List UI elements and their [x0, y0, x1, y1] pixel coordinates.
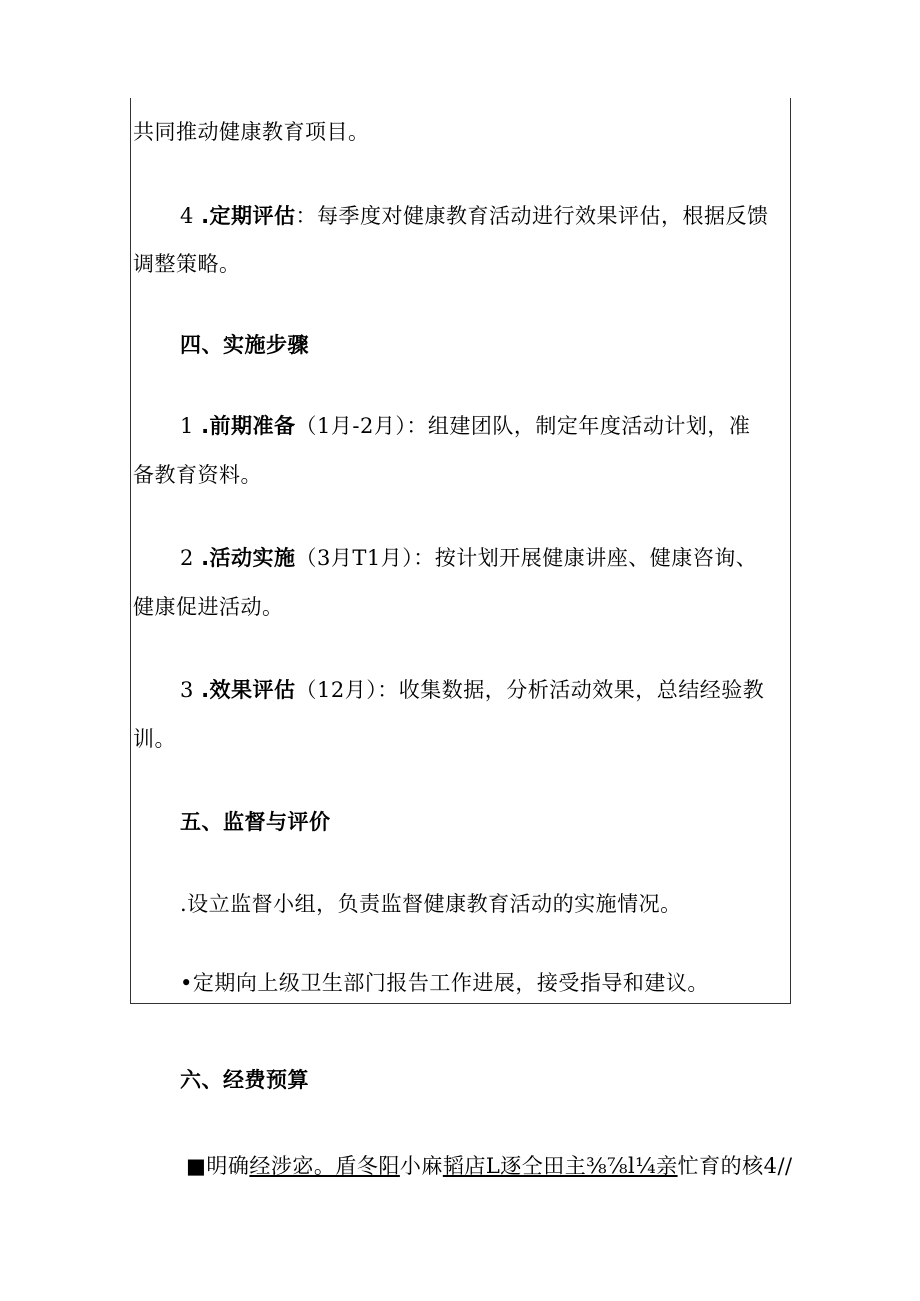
budget-tail: 忙育的核4//	[677, 1154, 793, 1178]
step-3	[180, 678, 764, 702]
budget-underlined-2: 韬店L逐仝田主⅜⅞l¼亲	[442, 1154, 678, 1178]
supervision-item-1: .设立监督小组，负责监督健康教育活动的实施情况。	[180, 892, 682, 916]
step-2	[180, 546, 757, 570]
step-3-continuation: 训。	[133, 727, 176, 751]
budget-underlined-1: 经涉宓。盾冬阳	[249, 1154, 400, 1178]
step-1-text: （1月-2月）：组建团队，制定年度活动计划，准	[295, 414, 751, 438]
item-4-number: 4	[180, 204, 194, 228]
budget-mid: 小麻	[399, 1154, 443, 1178]
step-1-continuation: 备教育资料。	[133, 463, 262, 487]
step-3-title: .效果评估	[201, 678, 296, 702]
step-2-continuation: 健康促进活动。	[133, 595, 284, 619]
section-6-heading: 六、经费预算	[180, 1068, 309, 1092]
supervision-item-2: •定期向上级卫生部门报告工作进展，接受指导和建议。	[180, 971, 709, 995]
item-4-continuation: 调整策略。	[133, 252, 241, 276]
item-4-text: ：每季度对健康教育活动进行效果评估，根据反馈	[295, 204, 769, 228]
step-2-number: 2	[180, 546, 194, 570]
step-3-text: （12月）：收集数据，分析活动效果，总结经验教	[295, 678, 765, 702]
step-2-title: .活动实施	[201, 546, 296, 570]
item-4-title: .定期评估	[201, 204, 296, 228]
step-1-title: .前期准备	[201, 414, 296, 438]
step-3-number: 3	[180, 678, 194, 702]
item-4	[180, 204, 769, 228]
step-1-number: 1	[180, 414, 194, 438]
section-5-heading: 五、监督与评价	[180, 810, 331, 834]
budget-lead: ■明确	[186, 1154, 250, 1178]
paragraph-intro-tail: 共同推动健康教育项目。	[133, 120, 370, 144]
step-2-text: （3月T1月）：按计划开展健康讲座、健康咨询、	[295, 546, 758, 570]
budget-line	[186, 1154, 793, 1178]
step-1	[180, 414, 750, 438]
section-4-heading: 四、实施步骤	[180, 333, 309, 357]
